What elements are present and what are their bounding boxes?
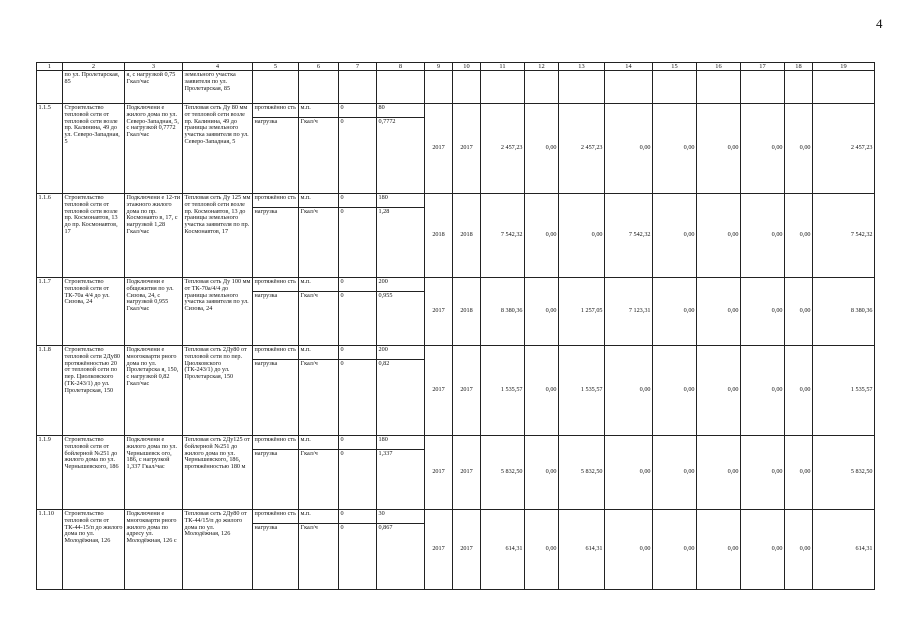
cell-purpose: Подключени е жилого дома по ул. Северо-Западная, 5, с нагрузкой 0,7772 Гкал/час xyxy=(125,104,183,194)
cell-col13: 5 832,50 xyxy=(559,436,605,510)
cell-param-before: 0 xyxy=(339,450,377,510)
cell-col13: 1 257,05 xyxy=(559,278,605,346)
cell-col15: 0,00 xyxy=(653,104,697,194)
cell-col19: 2 457,23 xyxy=(813,104,875,194)
cell-purpose: Подключени е жилого дома по ул. Чернышевск ого, 186, с нагрузкой 1,337 Гкал/час xyxy=(125,436,183,510)
cell-param-after: 1,28 xyxy=(377,208,425,278)
cell-param-name: протяжённо сть xyxy=(253,510,299,524)
cell-work: Строительство тепловой сети от тепловой сети возле пр. Калинина, 49 до ул. Северо-Западная, 5 xyxy=(63,104,125,194)
column-number: 3 xyxy=(125,63,183,71)
cell-year-start: 2017 xyxy=(425,104,453,194)
cell-year-start: 2017 xyxy=(425,346,453,436)
cell-col17: 0,00 xyxy=(741,104,785,194)
cell-col19: 5 832,50 xyxy=(813,436,875,510)
cell-param-before: 0 xyxy=(339,194,377,208)
cell-total: 2 457,23 xyxy=(481,104,525,194)
cell-param-before: 0 xyxy=(339,208,377,278)
cell-id: 1.1.5 xyxy=(37,104,63,194)
cell-id: 1.1.9 xyxy=(37,436,63,510)
cell-total: 8 380,36 xyxy=(481,278,525,346)
cell-param-name: протяжённо сть xyxy=(253,278,299,292)
cell-year-start: 2017 xyxy=(425,278,453,346)
cell-col18: 0,00 xyxy=(785,510,813,590)
column-number-row xyxy=(37,63,875,71)
cell-col16: 0,00 xyxy=(697,194,741,278)
cell-param-unit: м.п. xyxy=(299,510,339,524)
cell-param-before: 0 xyxy=(339,360,377,436)
cell-param-name: нагрузка xyxy=(253,360,299,436)
cell-param-unit: м.п. xyxy=(299,346,339,360)
cell-col12: 0,00 xyxy=(525,436,559,510)
cell-purpose: Подключени е общежития по ул. Сизова, 24, с нагрузкой 0,955 Гкал/час xyxy=(125,278,183,346)
column-number: 13 xyxy=(559,63,605,71)
cell-col12: 0,00 xyxy=(525,194,559,278)
cell-purpose: Подключени е многокварти рного дома по ул. Пролетарска я, 150, с нагрузкой 0,82 Гкал/час xyxy=(125,346,183,436)
cell-param-before: 0 xyxy=(339,118,377,194)
column-number: 15 xyxy=(653,63,697,71)
cell-year-start: 2017 xyxy=(425,510,453,590)
cell-col17: 0,00 xyxy=(741,436,785,510)
cell-col12: 0,00 xyxy=(525,104,559,194)
cell-param-after: 200 xyxy=(377,346,425,360)
cell-param-unit: Гкал/ч xyxy=(299,292,339,346)
cell-work: Строительство тепловой сети от бойлерной №251 до жилого дома по ул. Чернышевского, 186 xyxy=(63,436,125,510)
cell-col17: 0,00 xyxy=(741,510,785,590)
cell-param-after: 200 xyxy=(377,278,425,292)
cell-param-unit: м.п. xyxy=(299,278,339,292)
cell-param-name: нагрузка xyxy=(253,450,299,510)
column-number: 17 xyxy=(741,63,785,71)
table-row xyxy=(37,104,875,118)
cell-col12: 0,00 xyxy=(525,346,559,436)
cell-param-before: 0 xyxy=(339,524,377,590)
cell-purpose: Подключени е 12-ти этажного жилого дома по пр. Космонавто в, 17, с нагрузкой 1,28 Гкал/час xyxy=(125,194,183,278)
column-number: 16 xyxy=(697,63,741,71)
page-number: 4 xyxy=(876,16,883,31)
cell-col14: 0,00 xyxy=(605,104,653,194)
cell-col16: 0,00 xyxy=(697,436,741,510)
cell-year-end: 2017 xyxy=(453,346,481,436)
cell-col15: 0,00 xyxy=(653,278,697,346)
cell-col12: 0,00 xyxy=(525,278,559,346)
cell-param-unit: м.п. xyxy=(299,436,339,450)
cell-param-before: 0 xyxy=(339,292,377,346)
column-number: 12 xyxy=(525,63,559,71)
cell-col12: 0,00 xyxy=(525,510,559,590)
column-number: 18 xyxy=(785,63,813,71)
cell-description: Тепловая сеть 2Ду80 от ТК-44/15/п до жилого дома по ул. Молодёжная, 126 xyxy=(183,510,253,590)
column-number: 9 xyxy=(425,63,453,71)
cell-param-after: 0,867 xyxy=(377,524,425,590)
cell-col14: 7 542,32 xyxy=(605,194,653,278)
cell-year-start: 2018 xyxy=(425,194,453,278)
cell-col13: 2 457,23 xyxy=(559,104,605,194)
cell-total: 614,31 xyxy=(481,510,525,590)
table-row xyxy=(37,278,875,292)
cell-col18: 0,00 xyxy=(785,104,813,194)
cell-param-name: нагрузка xyxy=(253,292,299,346)
cell-param-after: 1,337 xyxy=(377,450,425,510)
cell-id: 1.1.10 xyxy=(37,510,63,590)
cell-param-unit: Гкал/ч xyxy=(299,360,339,436)
cell-col14: 0,00 xyxy=(605,346,653,436)
cell-param-before: 0 xyxy=(339,436,377,450)
cell-purpose: Подключени е многокварти рного жилого дома по адресу ул. Молодёжная, 126 с xyxy=(125,510,183,590)
cell-work: Строительство тепловой сети от ТК-70а 4/4 до ул. Сизова, 24 xyxy=(63,278,125,346)
cell-col17: 0,00 xyxy=(741,194,785,278)
cell-description: Тепловая сеть Ду 100 мм от ТК-70а/4/4 до границы земельного участка заявителя по ул. Сизова, 24 xyxy=(183,278,253,346)
cell-param-before: 0 xyxy=(339,278,377,292)
cell-param-after: 30 xyxy=(377,510,425,524)
cell-param-name: протяжённо сть xyxy=(253,346,299,360)
cell-col18: 0,00 xyxy=(785,436,813,510)
cell-param-name: нагрузка xyxy=(253,118,299,194)
column-number: 2 xyxy=(63,63,125,71)
cell-param-name: протяжённо сть xyxy=(253,436,299,450)
cell-param-unit: Гкал/ч xyxy=(299,450,339,510)
cell-param-name: нагрузка xyxy=(253,524,299,590)
cell-col17: 0,00 xyxy=(741,278,785,346)
table-row xyxy=(37,346,875,360)
cell-col13: 0,00 xyxy=(559,194,605,278)
column-number: 6 xyxy=(299,63,339,71)
cell-param-after: 180 xyxy=(377,436,425,450)
cell-year-end: 2017 xyxy=(453,104,481,194)
cell-param-name: протяжённо сть xyxy=(253,104,299,118)
cell-param-unit: м.п. xyxy=(299,104,339,118)
cell-total: 5 832,50 xyxy=(481,436,525,510)
column-number: 11 xyxy=(481,63,525,71)
cell-param-before: 0 xyxy=(339,510,377,524)
cell-col18: 0,00 xyxy=(785,278,813,346)
table-row xyxy=(37,436,875,450)
table-row xyxy=(37,510,875,524)
cell-id: 1.1.8 xyxy=(37,346,63,436)
cell-param-unit: Гкал/ч xyxy=(299,208,339,278)
cell-param-name: протяжённо сть xyxy=(253,194,299,208)
cell-work: Строительство тепловой сети 2Ду80 протяжённостью 20 от тепловой сети по пер. Циолковского (ТК-243/1) до ул. Пролетарская, 150 xyxy=(63,346,125,436)
cell-param-before: 0 xyxy=(339,346,377,360)
cell-col16: 0,00 xyxy=(697,346,741,436)
cell-col14: 7 123,31 xyxy=(605,278,653,346)
column-number: 5 xyxy=(253,63,299,71)
cell-year-end: 2017 xyxy=(453,436,481,510)
cell-col16: 0,00 xyxy=(697,278,741,346)
cell-description: земельного участка заявителя по ул. Пролетарская, 85 xyxy=(183,71,253,104)
cell-year-end: 2018 xyxy=(453,278,481,346)
column-number: 19 xyxy=(813,63,875,71)
cell-param-after: 180 xyxy=(377,194,425,208)
cell-col15: 0,00 xyxy=(653,510,697,590)
column-number: 8 xyxy=(377,63,425,71)
cell-id xyxy=(37,71,63,104)
cell-col18: 0,00 xyxy=(785,346,813,436)
cell-description: Тепловая сеть 2Ду125 от бойлерной №251 до жилого дома по ул. Чернышевского, 186, протяжённостью 180 м xyxy=(183,436,253,510)
continuation-row xyxy=(37,71,875,104)
cell-total: 7 542,32 xyxy=(481,194,525,278)
cell-col14: 0,00 xyxy=(605,510,653,590)
cell-col13: 1 535,57 xyxy=(559,346,605,436)
column-number: 7 xyxy=(339,63,377,71)
cell-description: Тепловая сеть Ду 125 мм от тепловой сети возле пр. Космонавтов, 13 до границы земельного участка заявителя по пр. Космонавтов, 17 xyxy=(183,194,253,278)
cell-col19: 1 535,57 xyxy=(813,346,875,436)
cell-work: по ул. Пролетарская, 85 xyxy=(63,71,125,104)
cell-col19: 8 380,36 xyxy=(813,278,875,346)
cell-description: Тепловая сеть Ду 80 мм от тепловой сети возле пр. Калинина, 49 до границы земельного участка заявителя по ул. Северо-Западная, 5 xyxy=(183,104,253,194)
cell-year-end: 2018 xyxy=(453,194,481,278)
cell-col16: 0,00 xyxy=(697,510,741,590)
cell-param-unit: Гкал/ч xyxy=(299,118,339,194)
cell-col19: 7 542,32 xyxy=(813,194,875,278)
cell-param-before: 0 xyxy=(339,104,377,118)
cell-param-after: 0,82 xyxy=(377,360,425,436)
cell-total: 1 535,57 xyxy=(481,346,525,436)
table-row xyxy=(37,194,875,208)
cell-col19: 614,31 xyxy=(813,510,875,590)
cell-param-after: 0,955 xyxy=(377,292,425,346)
investment-program-table xyxy=(36,62,875,590)
cell-param-unit: м.п. xyxy=(299,194,339,208)
cell-col15: 0,00 xyxy=(653,436,697,510)
column-number: 4 xyxy=(183,63,253,71)
cell-col18: 0,00 xyxy=(785,194,813,278)
cell-col16: 0,00 xyxy=(697,104,741,194)
cell-work: Строительство тепловой сети от ТК-44-15/п до жилого дома по ул. Молодёжная, 126 xyxy=(63,510,125,590)
cell-col15: 0,00 xyxy=(653,194,697,278)
cell-param-unit: Гкал/ч xyxy=(299,524,339,590)
cell-purpose: я, с нагрузкой 0,75 Гкал/час xyxy=(125,71,183,104)
cell-param-after: 0,7772 xyxy=(377,118,425,194)
cell-param-after: 80 xyxy=(377,104,425,118)
column-number: 14 xyxy=(605,63,653,71)
cell-year-end: 2017 xyxy=(453,510,481,590)
cell-work: Строительство тепловой сети от тепловой сети возле пр. Космонавтов, 13 до пр. Космонавтов, 17 xyxy=(63,194,125,278)
cell-col14: 0,00 xyxy=(605,436,653,510)
column-number: 10 xyxy=(453,63,481,71)
cell-col17: 0,00 xyxy=(741,346,785,436)
cell-col13: 614,31 xyxy=(559,510,605,590)
cell-id: 1.1.7 xyxy=(37,278,63,346)
cell-id: 1.1.6 xyxy=(37,194,63,278)
cell-description: Тепловая сеть 2Ду80 от тепловой сети по пер. Циолковского (ТК-243/1) до ул. Пролетарская, 150 xyxy=(183,346,253,436)
cell-col15: 0,00 xyxy=(653,346,697,436)
cell-year-start: 2017 xyxy=(425,436,453,510)
cell-param-name: нагрузка xyxy=(253,208,299,278)
column-number: 1 xyxy=(37,63,63,71)
